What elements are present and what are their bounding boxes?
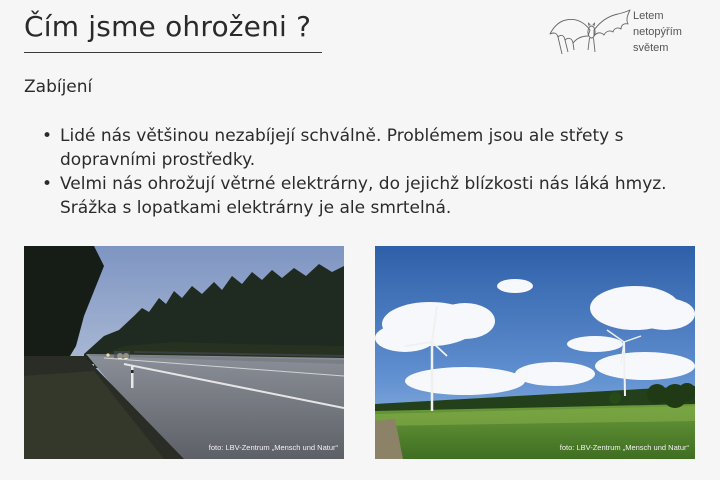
bullet-dot-icon: •: [42, 174, 53, 194]
slide-title: Čím jsme ohroženi ?: [24, 10, 312, 43]
bullet-text: Lidé nás většinou nezabíjejí schválně. Problémem jsou ale střety s dopravními prostředky.: [60, 126, 624, 170]
bullet-text: Velmi nás ohrožují větrné elektrárny, do jejichž blízkosti nás láká hmyz. Srážka s lopatkami elektrárny je ale smrtelná.: [60, 174, 667, 218]
bat-icon: [548, 8, 632, 60]
photo-highway: [24, 246, 344, 459]
logo-line-3: světem: [633, 42, 669, 54]
bullet-list: [42, 124, 702, 220]
bullet-dot-icon: •: [42, 126, 53, 146]
bullet-item: [42, 124, 702, 172]
bullet-item: [42, 172, 702, 220]
logo-line-1: Letem: [633, 10, 664, 22]
photo-wind-turbines: [375, 246, 695, 459]
photo-caption: foto: LBV-Zentrum „Mensch und Natur“: [208, 443, 338, 452]
section-heading: Zabíjení: [24, 77, 93, 97]
photo-caption: foto: LBV-Zentrum „Mensch und Natur“: [559, 443, 689, 452]
logo-text: [633, 8, 682, 56]
logo-line-2: netopýřím: [633, 26, 682, 38]
title-underline: [24, 52, 322, 53]
logo: [548, 6, 708, 60]
